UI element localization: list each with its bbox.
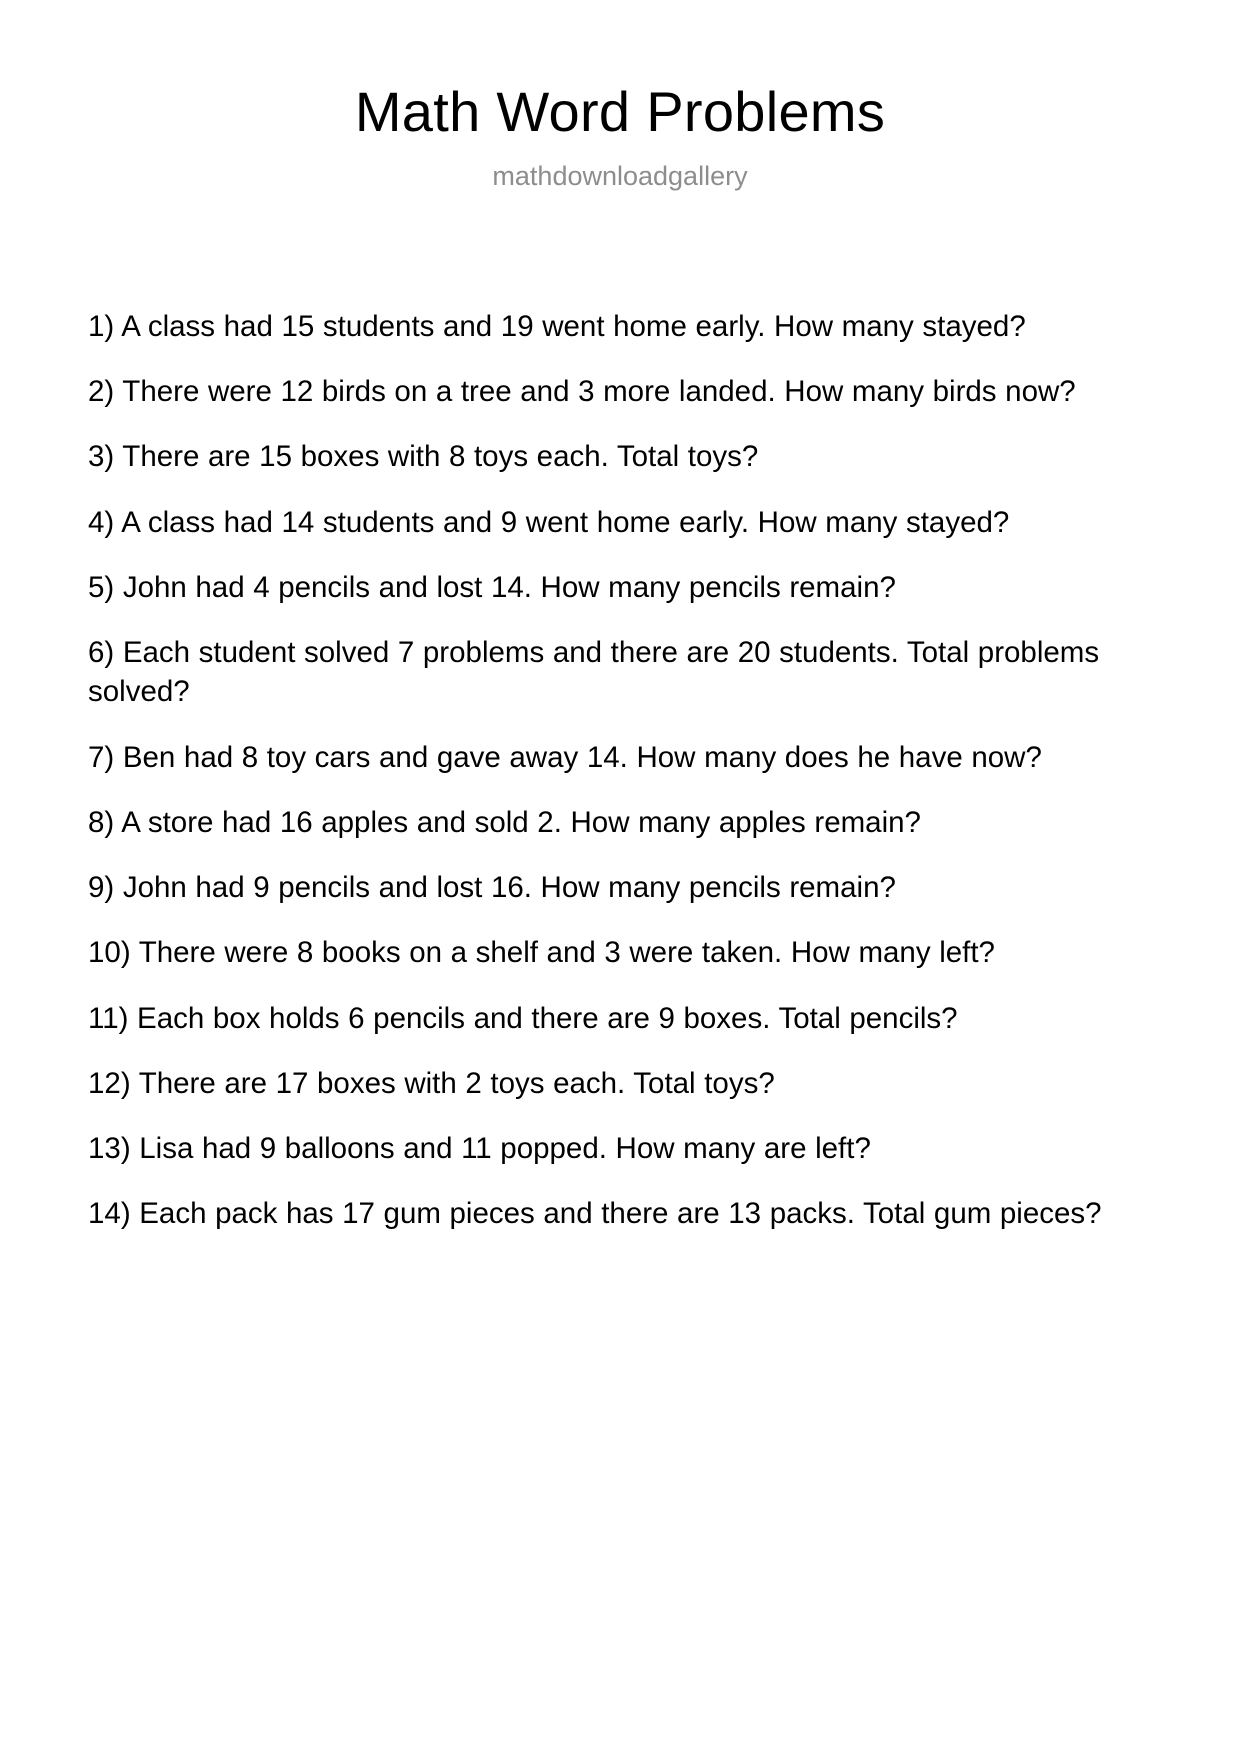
problem-list [88, 307, 1152, 1260]
page-title: Math Word Problems [354, 80, 886, 143]
list-item: 13) Lisa had 9 balloons and 11 popped. How many are left? [88, 1132, 871, 1166]
page-subtitle: mathdownloadgallery [492, 161, 748, 192]
list-item: 2) There were 12 birds on a tree and 3 more landed. How many birds now? [88, 375, 1076, 409]
document-header [0, 0, 1240, 193]
list-item: 10) There were 8 books on a shelf and 3 were taken. How many left? [88, 936, 995, 970]
list-item: 1) A class had 15 students and 19 went home early. How many stayed? [88, 310, 1026, 343]
list-item: 14) Each pack has 17 gum pieces and there are 13 packs. Total gum pieces? [88, 1197, 1102, 1231]
list-item: 7) Ben had 8 toy cars and gave away 14. How many does he have now? [88, 740, 1042, 774]
list-item: 11) Each box holds 6 pencils and there are 9 boxes. Total pencils? [88, 1001, 958, 1035]
list-item: 6) Each student solved 7 problems and there are 20 students. Total problems solved? [88, 636, 1100, 709]
list-item: 4) A class had 14 students and 9 went home early. How many stayed? [88, 505, 1010, 539]
list-item: 12) There are 17 boxes with 2 toys each. Total toys? [88, 1066, 775, 1100]
list-item: 3) There are 15 boxes with 8 toys each. Total toys? [88, 440, 759, 474]
list-item: 8) A store had 16 apples and sold 2. How many apples remain? [88, 805, 921, 839]
list-item: 9) John had 9 pencils and lost 16. How many pencils remain? [88, 871, 896, 905]
list-item: 5) John had 4 pencils and lost 14. How many pencils remain? [88, 570, 896, 604]
